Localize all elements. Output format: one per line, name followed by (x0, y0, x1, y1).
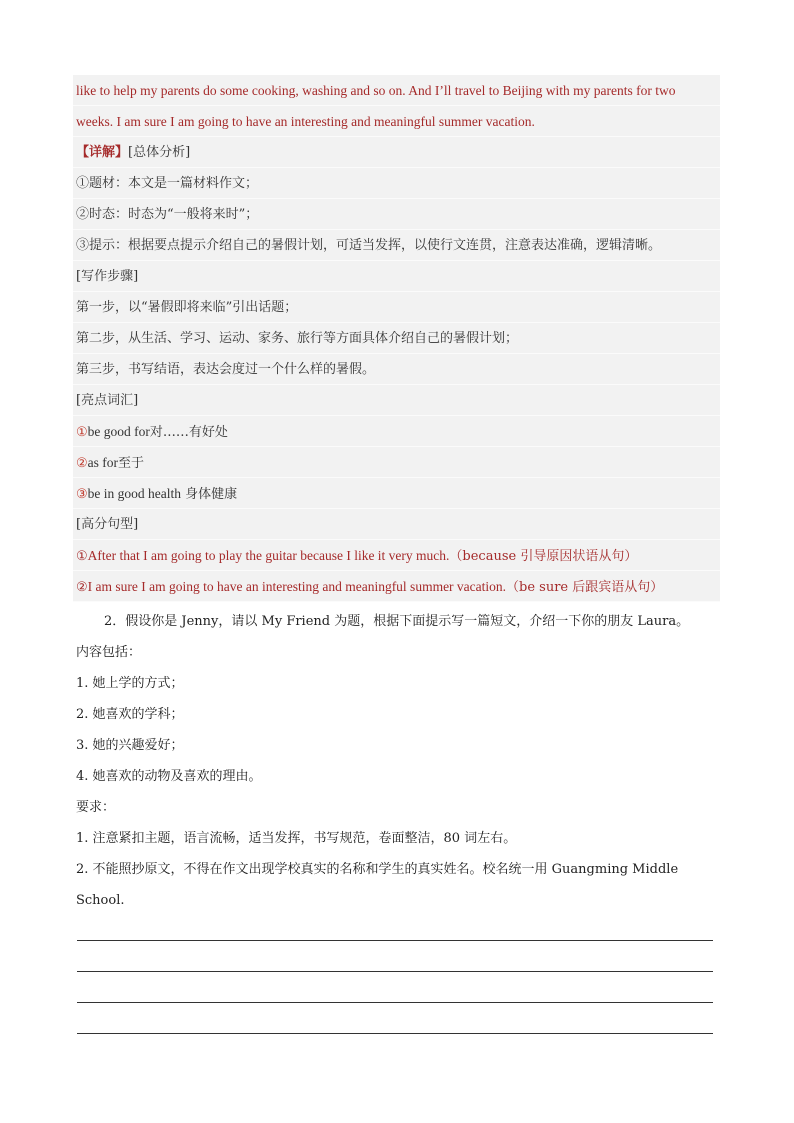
writing-line (77, 1002, 713, 1003)
analysis-item: ①题材：本文是一篇材料作文； (73, 168, 720, 199)
answer-writing-lines (77, 940, 713, 1064)
vocab-number: ② (76, 456, 88, 471)
vocab-item (73, 447, 720, 478)
vocab-meaning: 至于 (118, 456, 145, 471)
sentence-item (73, 540, 720, 571)
requirements-heading: 要求： (76, 800, 116, 815)
vocab-phrase: as for (87, 455, 119, 470)
essay-line: like to help my parents do some cooking, washing and so on. And I’ll travel to Beijing with my parents for two (73, 75, 720, 106)
analysis-item: ②时态：时态为“一般将来时”； (73, 199, 720, 230)
vocab-number: ① (76, 425, 88, 440)
step-item: 第二步，从生活、学习、运动、家务、旅行等方面具体介绍自己的暑假计划； (73, 323, 720, 354)
content-item: 3. 她的兴趣爱好； (76, 738, 184, 753)
detail-heading (73, 137, 720, 168)
vocab-item (73, 478, 720, 509)
requirement-item: 1. 注意紧扣主题，语言流畅，适当发挥，书写规范，卷面整洁，80 词左右。 (76, 831, 517, 846)
essay-line: weeks. I am sure I am going to have an interesting and meaningful summer vacation. (73, 106, 720, 137)
detail-label: [总体分析] (128, 145, 191, 160)
sentence-number: ① (76, 549, 88, 564)
sentence-number: ② (76, 580, 88, 595)
writing-line (77, 1033, 713, 1034)
question-prompt: 2．假设你是 Jenny，请以 My Friend 为题，根据下面提示写一篇短文，介绍一下你的朋友 Laura。 (104, 614, 690, 629)
answer-section (73, 75, 720, 602)
requirement-item: 2. 不能照抄原文，不得在作文出现学校真实的名称和学生的真实姓名。校名统一用 Guangming Middle (76, 862, 679, 877)
steps-heading: [写作步骤] (73, 261, 720, 292)
sentence-text: After that I am going to play the guitar because I like it very much. (87, 548, 450, 563)
writing-line (77, 940, 713, 941)
content-item: 1. 她上学的方式； (76, 676, 184, 691)
content-item: 4. 她喜欢的动物及喜欢的理由。 (76, 769, 262, 784)
vocab-phrase: be good for (87, 424, 150, 439)
vocab-meaning: 身体健康 (181, 487, 238, 502)
vocab-item (73, 416, 720, 447)
sentence-note: （because 引导原因状语从句） (449, 549, 638, 564)
sentence-item (73, 571, 720, 602)
step-item: 第一步，以“暑假即将来临”引出话题； (73, 292, 720, 323)
vocab-number: ③ (76, 487, 88, 502)
sentence-text: I am sure I am going to have an interesting and meaningful summer vacation. (87, 579, 507, 594)
detail-bracket: 【详解】 (76, 145, 129, 160)
content-item: 2. 她喜欢的学科； (76, 707, 184, 722)
analysis-item: ③提示：根据要点提示介绍自己的暑假计划，可适当发挥，以使行文连贯，注意表达准确，逻辑清晰。 (73, 230, 720, 261)
requirement-item: School. (76, 893, 125, 908)
vocab-heading: [亮点词汇] (73, 385, 720, 416)
vocab-meaning: 对……有好处 (149, 425, 228, 440)
sentences-heading: [高分句型] (73, 509, 720, 540)
content-heading: 内容包括： (76, 645, 142, 660)
vocab-phrase: be in good health (87, 486, 182, 501)
question-section (76, 606, 726, 916)
writing-line (77, 971, 713, 972)
step-item: 第三步，书写结语，表达会度过一个什么样的暑假。 (73, 354, 720, 385)
sentence-note: （be sure 后跟宾语从句） (506, 580, 664, 595)
